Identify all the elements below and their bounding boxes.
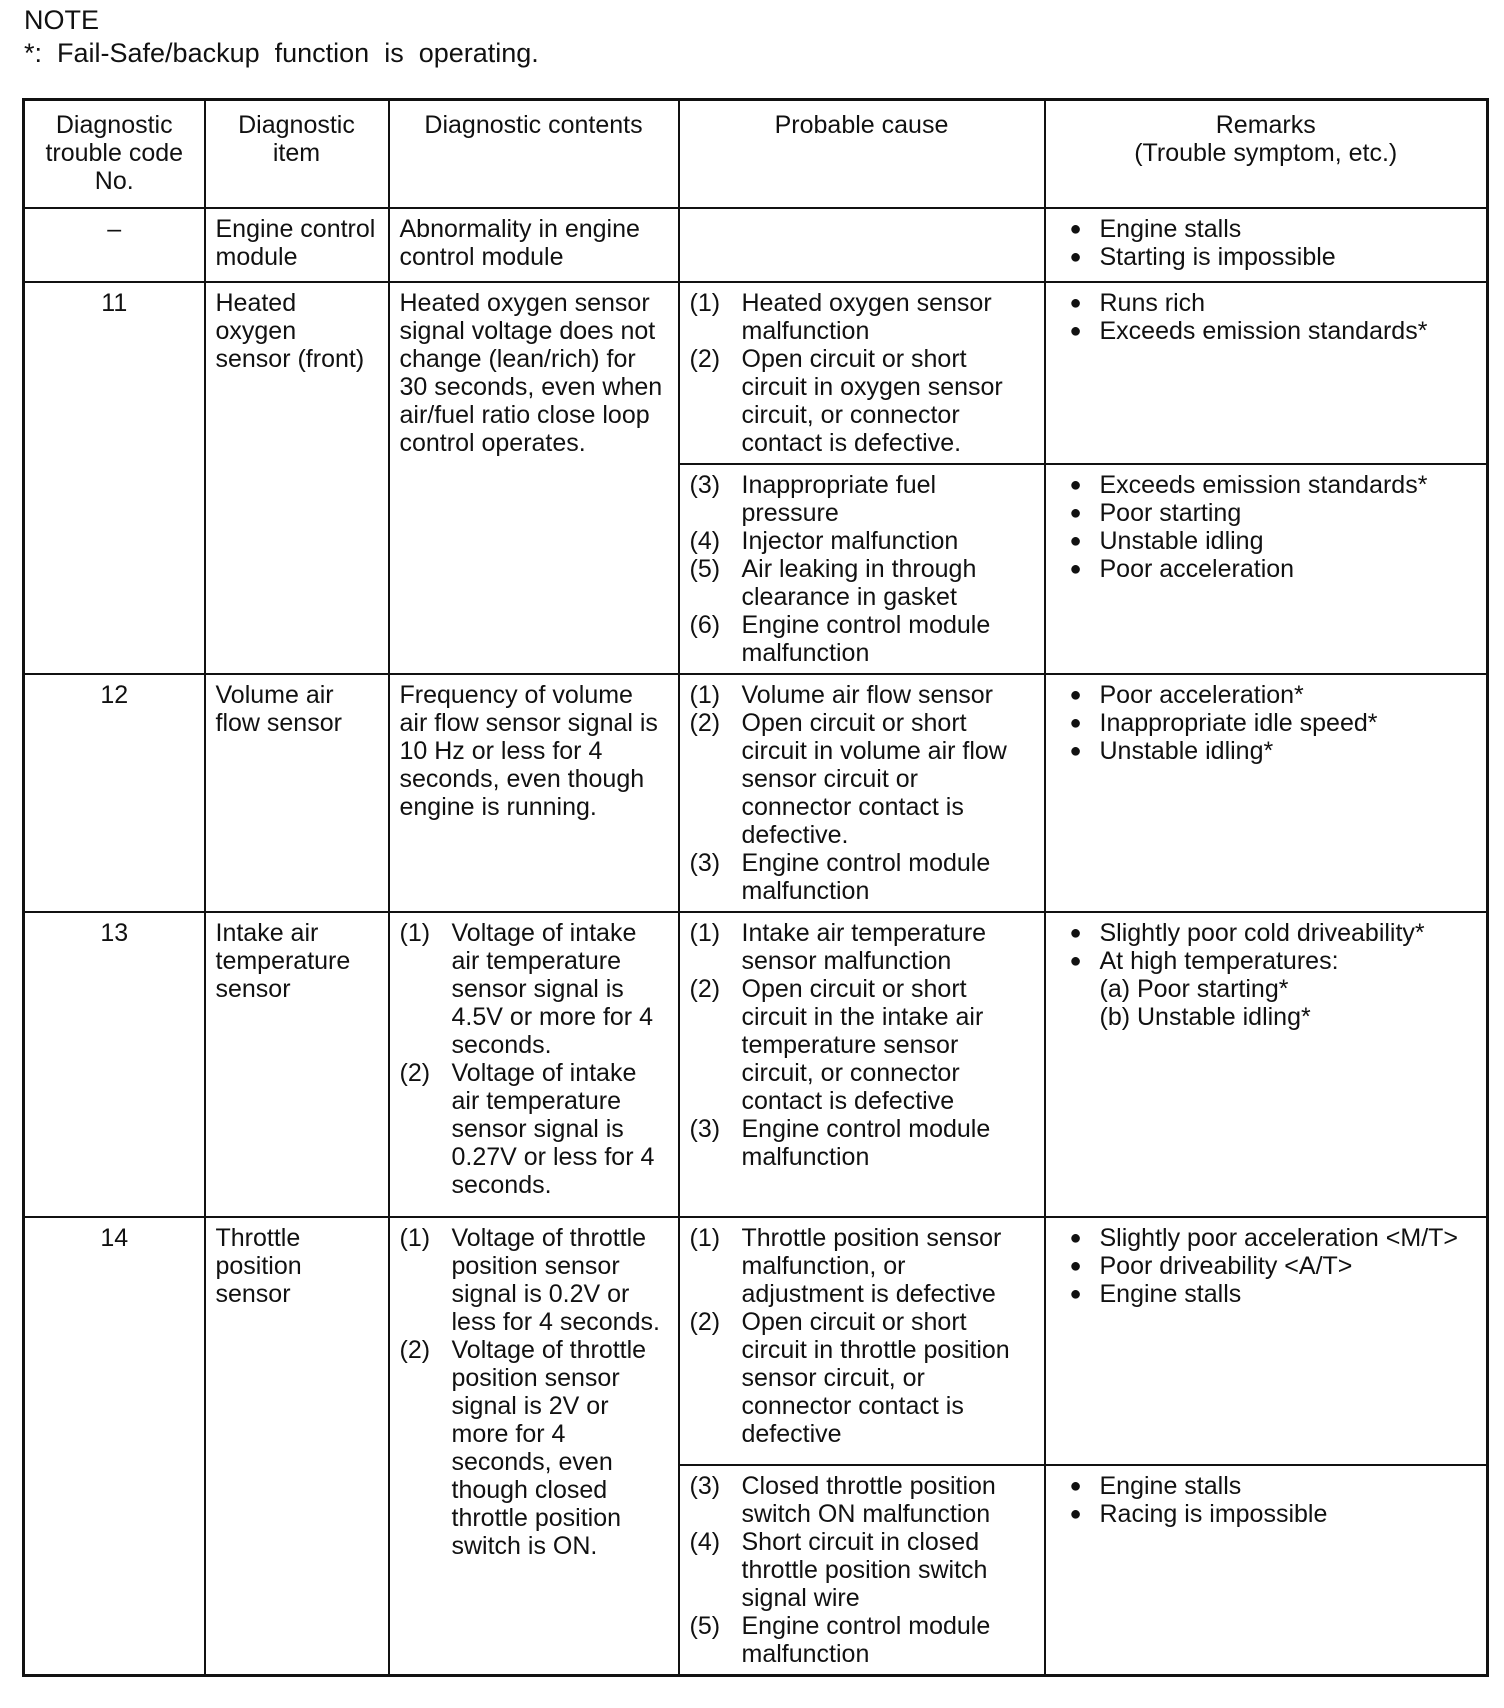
cause-cell	[679, 464, 1045, 674]
cause-item: (5) Engine control module malfunction	[689, 1612, 991, 1668]
cause-item: (2) Open circuit or short circuit in throttle position sensor circuit, or connector contact is defective	[689, 1308, 1010, 1448]
bullet-icon: ●	[1069, 502, 1082, 524]
item-cell: Volume air flow sensor	[205, 674, 389, 912]
cause-item: (5) Air leaking in through clearance in gasket	[689, 555, 977, 611]
code-cell: –	[24, 208, 205, 282]
cause-item: (3) Engine control module malfunction	[689, 1115, 991, 1171]
cause-cell	[679, 282, 1045, 464]
header-remarks-title: Remarks	[1215, 111, 1316, 139]
remark-item: ● Exceeds emission standards*	[1069, 471, 1428, 499]
table-row	[24, 912, 1488, 1217]
remark-item: ● Poor acceleration*	[1069, 681, 1304, 709]
remark-item: ● Engine stalls	[1069, 1472, 1242, 1500]
remark-item: ● Poor acceleration	[1069, 555, 1295, 583]
item-cell: Intake air temperature sensor	[205, 912, 389, 1217]
contents-cell: Heated oxygen sensor signal voltage does not change (lean/rich) for 30 seconds, even when air/fuel ratio close loop control operates.	[389, 282, 679, 674]
cause-item: (2) Open circuit or short circuit in volume air flow sensor circuit or connector contact is defective.	[689, 709, 1007, 849]
bullet-icon: ●	[1069, 530, 1082, 552]
remark-item: ● Inappropriate idle speed*	[1069, 709, 1378, 737]
remarks-cell	[1045, 282, 1488, 464]
diagnostic-trouble-code-table	[22, 98, 1489, 1677]
bullet-icon: ●	[1069, 740, 1082, 762]
cause-item: (4) Short circuit in closed throttle position switch signal wire	[689, 1528, 988, 1612]
cause-item: (3) Closed throttle position switch ON malfunction	[689, 1472, 996, 1528]
remark-item: ● Poor starting	[1069, 499, 1242, 527]
remark-item: ● Slightly poor acceleration <M/T>	[1069, 1224, 1459, 1252]
code-cell: 14	[24, 1217, 205, 1676]
header-cause: Probable cause	[679, 100, 1045, 209]
bullet-icon: ●	[1069, 684, 1082, 706]
bullet-icon: ●	[1069, 218, 1082, 240]
bullet-icon: ●	[1069, 1283, 1082, 1305]
bullet-icon: ●	[1069, 1503, 1082, 1525]
remark-item: ● Slightly poor cold driveability*	[1069, 919, 1425, 947]
remark-item: ● Racing is impossible	[1069, 1500, 1328, 1528]
contents-cell	[389, 1217, 679, 1676]
contents-cell: Abnormality in engine control module	[389, 208, 679, 282]
header-item: Diagnostic item	[205, 100, 389, 209]
note-title: NOTE	[24, 5, 100, 35]
remarks-cell	[1045, 674, 1488, 912]
table-row	[24, 208, 1488, 282]
cause-cell	[679, 912, 1045, 1217]
bullet-icon: ●	[1069, 712, 1082, 734]
remark-item: ● Engine stalls	[1069, 1280, 1242, 1308]
remark-item: ● Unstable idling	[1069, 527, 1264, 555]
remark-subitem: (a) Poor starting*	[1099, 975, 1289, 1003]
contents-item: (2) Voltage of throttle position sensor signal is 2V or more for 4 seconds, even though closed throttle position switch is ON.	[399, 1336, 647, 1560]
remarks-cell	[1045, 1465, 1488, 1676]
cause-item: (3) Inappropriate fuel pressure	[689, 471, 937, 527]
bullet-icon: ●	[1069, 474, 1082, 496]
header-code: Diagnostic trouble code No.	[24, 100, 205, 209]
bullet-icon: ●	[1069, 922, 1082, 944]
contents-item: (1) Voltage of intake air temperature sensor signal is 4.5V or more for 4 seconds.	[399, 919, 653, 1059]
remark-item: ● Starting is impossible	[1069, 243, 1336, 271]
cause-item: (2) Open circuit or short circuit in oxygen sensor circuit, or connector contact is defective.	[689, 345, 1003, 457]
cause-item: (1) Heated oxygen sensor malfunction	[689, 289, 992, 345]
remarks-cell	[1045, 1217, 1488, 1465]
item-cell: Engine control module	[205, 208, 389, 282]
code-cell: 13	[24, 912, 205, 1217]
remark-item	[1070, 947, 1477, 1031]
contents-cell	[389, 912, 679, 1217]
table-row	[24, 282, 1488, 464]
cause-item: (3) Engine control module malfunction	[689, 849, 991, 905]
header-contents: Diagnostic contents	[389, 100, 679, 209]
bullet-icon: ●	[1069, 292, 1082, 314]
cause-cell	[679, 208, 1045, 282]
contents-cell: Frequency of volume air flow sensor signal is 10 Hz or less for 4 seconds, even though engine is running.	[389, 674, 679, 912]
contents-item: (2) Voltage of intake air temperature sensor signal is 0.27V or less for 4 seconds.	[399, 1059, 655, 1199]
remark-subitem: (b) Unstable idling*	[1099, 1003, 1311, 1031]
note-text: *: Fail-Safe/backup function is operating.	[24, 38, 539, 68]
bullet-icon: ●	[1069, 558, 1082, 580]
cause-item: (4) Injector malfunction	[689, 527, 959, 555]
cause-item: (1) Intake air temperature sensor malfunction	[689, 919, 987, 975]
remark-item: ● Engine stalls	[1069, 215, 1242, 243]
bullet-icon: ●	[1069, 320, 1082, 342]
remark-item: ● Poor driveability <A/T>	[1069, 1252, 1353, 1280]
cause-cell	[679, 674, 1045, 912]
cause-item: (1) Throttle position sensor malfunction, or adjustment is defective	[689, 1224, 1002, 1308]
bullet-icon: ●	[1069, 1227, 1082, 1249]
bullet-icon: ●	[1069, 950, 1082, 972]
remark-item: ● Runs rich	[1069, 289, 1206, 317]
bullet-icon: ●	[1069, 246, 1082, 268]
remarks-cell	[1045, 464, 1488, 674]
remark-item: ● Exceeds emission standards*	[1069, 317, 1428, 345]
cause-item: (2) Open circuit or short circuit in the intake air temperature sensor circuit, or connector contact is defective	[689, 975, 984, 1115]
cause-item: (6) Engine control module malfunction	[689, 611, 991, 667]
remarks-cell	[1045, 912, 1488, 1217]
bullet-icon: ●	[1069, 1255, 1082, 1277]
table-row	[24, 1217, 1488, 1465]
cause-item: (1) Volume air flow sensor	[689, 681, 994, 709]
header-row	[24, 100, 1488, 209]
header-remarks	[1045, 100, 1488, 209]
note-block	[24, 4, 539, 70]
code-cell: 11	[24, 282, 205, 674]
item-cell: Heated oxygen sensor (front)	[205, 282, 389, 674]
contents-item: (1) Voltage of throttle position sensor signal is 0.2V or less for 4 seconds.	[399, 1224, 660, 1336]
remark-item: ● Unstable idling*	[1069, 737, 1274, 765]
table-row	[24, 674, 1488, 912]
cause-cell	[679, 1465, 1045, 1676]
code-cell: 12	[24, 674, 205, 912]
remarks-cell	[1045, 208, 1488, 282]
bullet-icon: ●	[1069, 1475, 1082, 1497]
header-remarks-subtitle: (Trouble symptom, etc.)	[1134, 139, 1398, 167]
remark-heading: At high temperatures:	[1099, 947, 1339, 975]
item-cell: Throttle position sensor	[205, 1217, 389, 1676]
cause-cell	[679, 1217, 1045, 1465]
